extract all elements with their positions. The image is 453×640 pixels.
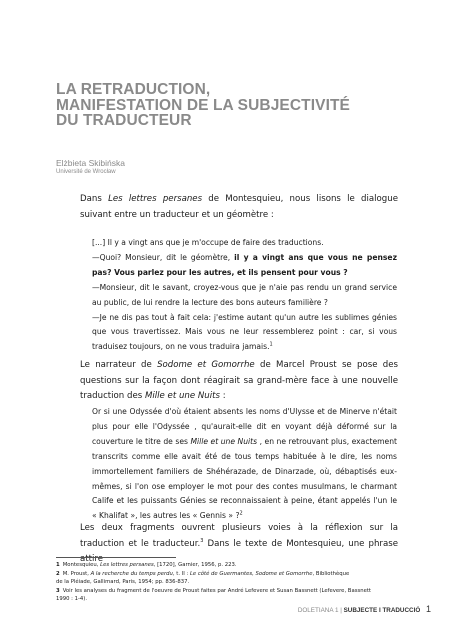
author-affiliation: Université de Wrocław [56,169,116,175]
title-line: DU TRADUCTEUR [56,112,192,129]
footnote-text: Les lettres persanes [100,562,154,568]
footnote-text: A la recherche du temps perdu [90,570,173,577]
paragraph-2: Le narrateur de Sodome et Gomorrhe de Marcel Proust se pose des questions sur la façon dont réagirait sa grand-mère face à une nouvelle traduction des Mille et une Nuits : [80,360,398,402]
footnote-ref[interactable]: 3 [200,537,204,544]
footnote-text: de la Pléiade, Gallimard, Paris, 1954; pp. 836-837. [56,579,190,586]
title-line: LA RETRADUCTION, [56,81,211,98]
footnote-text: 1990 : 1-4). [56,596,88,603]
paragraph-1: Dans Les lettres persanes de Montesquieu, nous lisons le dialogue suivant entre un traducteur et un géomètre : [80,194,398,220]
quote-line: —Monsieur, dit le savant, croyez-vous que je n'aie pas rendu un grand service au public, de lui rendre la lecture des bons auteurs familière ? [92,282,397,307]
journal-name: DOLETIANA 1 [297,607,339,614]
footnote-number: 2 [56,570,60,577]
quote-line: —Quoi? Monsieur, dit le géomètre, il y a vingt ans que vous ne pensez pas? Vous parlez pour les autres, et ils pensent pour vous ? [92,252,397,277]
footnote-text: , [1720], Garnier, 1956, p. 223. [153,562,237,568]
footnotes [56,561,400,604]
footnote-text: Montesquieu, [62,562,101,568]
title-line: MANIFESTATION DE LA SUBJECTIVITÉ [56,96,350,114]
footer-separator: | [340,607,342,614]
footnote-text: Le côté de Guermantes, Sodome et Gomorrhe [189,570,313,577]
footnote-ref[interactable]: 2 [239,510,243,517]
footnote-text: M. Proust, [62,570,91,577]
footnote-text: , Bibliothèque [312,570,350,577]
footnote [56,587,400,596]
article-title [56,82,386,129]
footnote [56,595,400,604]
quote-proust: Or si une Odyssée d'où étaient absents les noms d'Ulysse et de Minerve n'était plus pour elle l'Odyssée , qu'aurait-elle dit en voyant déjà déformé sur la couverture le titre de ses Mille et une Nuits , en ne retrouvant plus, exactement transcrits comme elle avait été de tous temps habituée à le dire, les noms immortellement familiers de Shéhérazade, de Dinarzade, où, débaptisés eux-mêmes, si l'on ose employer le mot pour des contes musulmans, le charmant Calife et les puissants Génies se reconnaissaient à peine, étant appelés l'un le « Khalifat », les autres les « Gennis » ?$^2$ [92,407,397,521]
footnote-number: 3 [56,587,60,594]
footnote-text: , t. II : [172,570,190,577]
page-number: 1 [425,604,431,614]
page-footer [298,604,431,614]
section-name: SUBJECTE I TRADUCCIÓ [343,607,421,614]
footnote-number: 1 [56,562,60,568]
footnote [56,570,400,579]
footnote [56,561,400,570]
footnote-text: Voir les analyses du fragment de l'oeuvre de Proust faites par André Lefevere et Susan Bassnett (Lefevere, Bassnett [62,587,371,594]
quote-montesquieu [92,236,397,355]
quote-line: [...] Il y a vingt ans que je m'occupe de faire des traductions. [92,238,324,247]
author-name: Elżbieta Skibińska [56,158,125,168]
footnote [56,578,400,587]
footnote-ref[interactable]: 1 [269,341,273,348]
paragraph-3: Les deux fragments ouvrent plusieurs voies à la réflexion sur la traduction et le traducteur.$^3$ Dans le texte de Montesquieu, une phrase attire [80,523,398,565]
footnote-divider [56,557,176,558]
quote-line: —Je ne dis pas tout à fait cela: j'estime autant qu'un autre les sublimes génies que vous travertissez. Mais vous ne leur ressemblerez point : car, si vous traduisez toujours, on ne vous traduira jamais.$^1$ [92,312,397,352]
